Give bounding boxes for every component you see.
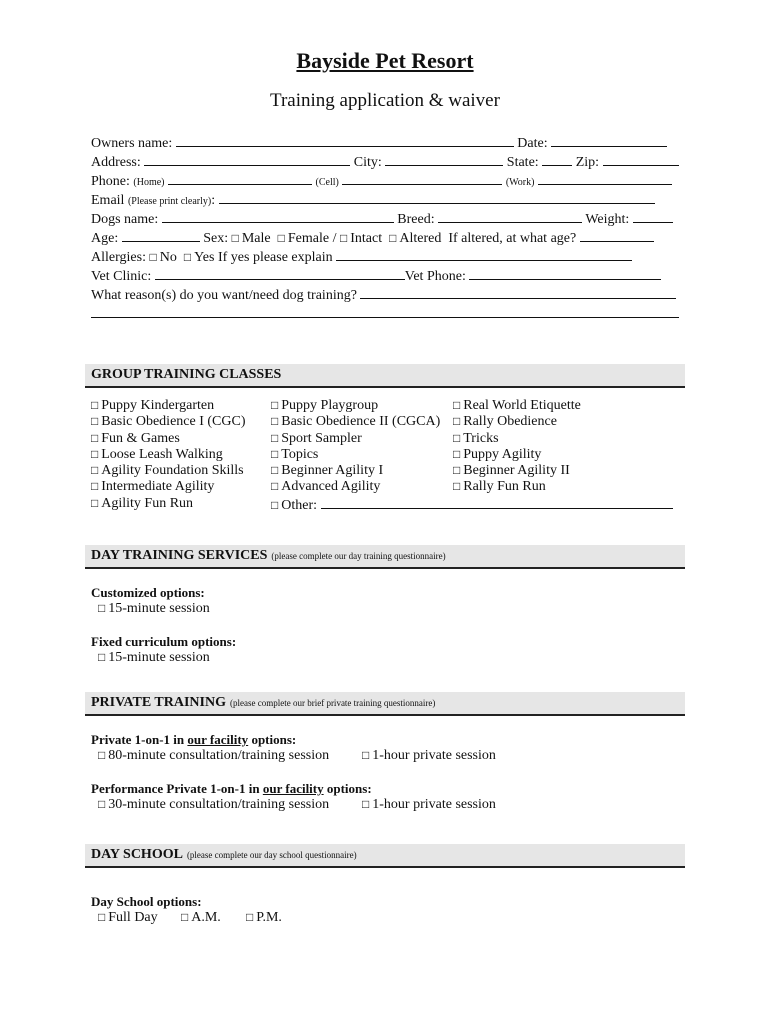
- weight-field[interactable]: [633, 209, 673, 223]
- private-options-title: [91, 732, 296, 748]
- option-label: 1-hour private session: [372, 748, 496, 763]
- class-label: Intermediate Agility: [101, 479, 215, 495]
- day-school-header: [85, 844, 685, 868]
- private-training-title: PRIVATE TRAINING: [91, 695, 226, 710]
- checkbox[interactable]: □: [271, 463, 279, 478]
- altered-label: Altered: [399, 231, 442, 246]
- city-label: City:: [353, 155, 382, 170]
- class-label: Beginner Agility II: [463, 463, 570, 479]
- dogs-name-field[interactable]: [162, 209, 394, 223]
- class-label: Rally Fun Run: [463, 479, 546, 495]
- group-col-3: [453, 397, 581, 495]
- class-option[interactable]: [91, 462, 245, 478]
- class-option[interactable]: [453, 446, 581, 462]
- age-field[interactable]: [122, 228, 200, 242]
- class-label: Sport Sampler: [281, 430, 362, 446]
- checkbox[interactable]: □: [98, 910, 106, 924]
- vet-clinic-label: Vet Clinic:: [91, 269, 152, 284]
- fixed-option[interactable]: [98, 650, 210, 666]
- class-label: Agility Fun Run: [101, 495, 194, 511]
- private-training-header: [85, 692, 685, 716]
- allergies-no-label: No: [159, 250, 177, 265]
- private-option-1-hour[interactable]: [362, 748, 496, 764]
- day-school-am[interactable]: [181, 910, 221, 926]
- altered-checkbox[interactable]: □: [389, 231, 397, 245]
- option-label: Full Day: [108, 910, 158, 925]
- day-school-pm[interactable]: [246, 910, 282, 926]
- performance-options-title: [91, 781, 372, 797]
- class-option[interactable]: [453, 430, 581, 446]
- dogs-name-label: Dogs name:: [91, 212, 159, 227]
- intact-checkbox[interactable]: □: [339, 231, 348, 245]
- class-label: Puppy Agility: [463, 446, 542, 462]
- day-training-title: DAY TRAINING SERVICES: [91, 548, 268, 563]
- class-option[interactable]: [91, 413, 245, 429]
- checkbox[interactable]: □: [271, 414, 279, 429]
- class-option[interactable]: [453, 462, 581, 478]
- checkbox[interactable]: □: [91, 430, 99, 445]
- option-label: 1-hour private session: [372, 797, 496, 812]
- altered-age-label: If altered, at what age?: [448, 231, 577, 246]
- allergies-yes-checkbox[interactable]: □: [183, 250, 192, 264]
- option-label: 15-minute session: [108, 601, 210, 616]
- day-training-note: (please complete our day training questionnaire): [271, 551, 446, 561]
- intact-label: Intact: [350, 231, 383, 246]
- checkbox[interactable]: □: [246, 910, 254, 924]
- class-label: Other:: [281, 497, 318, 513]
- reasons-row-2: [91, 304, 679, 322]
- date-label: Date:: [517, 136, 548, 151]
- cell-phone-field[interactable]: [342, 171, 502, 185]
- class-label: Puppy Playgroup: [281, 398, 379, 413]
- zip-field[interactable]: [603, 152, 679, 166]
- class-label: Tricks: [463, 430, 499, 446]
- private-option-80-min[interactable]: [98, 748, 329, 764]
- private-facility-text: our facility: [187, 732, 249, 747]
- altered-age-field[interactable]: [580, 228, 654, 242]
- male-checkbox[interactable]: □: [231, 231, 239, 245]
- checkbox[interactable]: □: [181, 910, 189, 924]
- day-school-full-day[interactable]: [98, 910, 158, 926]
- fixed-options-title: Fixed curriculum options:: [91, 634, 237, 649]
- day-school-options-title: Day School options:: [91, 894, 202, 909]
- checkbox[interactable]: □: [271, 479, 279, 494]
- owners-row: [91, 133, 667, 151]
- class-label: Real World Etiquette: [463, 398, 581, 413]
- class-label: Advanced Agility: [281, 479, 381, 495]
- form-subtitle: Training application & waiver: [270, 90, 500, 111]
- performance-option-30-min[interactable]: [98, 797, 329, 813]
- class-option-other[interactable]: [271, 495, 673, 511]
- email-label: Email: [91, 193, 125, 208]
- home-label: (Home): [133, 177, 165, 188]
- checkbox[interactable]: □: [271, 430, 279, 445]
- customized-option[interactable]: [98, 601, 210, 617]
- class-option[interactable]: [453, 397, 581, 413]
- class-label: Basic Obedience II (CGCA): [281, 414, 441, 430]
- female-label: Female: [287, 231, 330, 246]
- allergies-row: [91, 247, 632, 265]
- private-options-text: options:: [248, 732, 297, 747]
- checkbox[interactable]: □: [98, 748, 106, 762]
- checkbox[interactable]: □: [91, 495, 99, 510]
- age-label: Age:: [91, 231, 119, 246]
- breed-label: Breed:: [397, 212, 435, 227]
- option-label: 30-minute consultation/training session: [108, 797, 330, 812]
- email-note: (Please print clearly): [127, 196, 212, 207]
- work-label: (Work): [505, 177, 535, 188]
- checkbox[interactable]: □: [453, 398, 461, 412]
- checkbox[interactable]: □: [453, 479, 461, 494]
- class-label: Topics: [281, 446, 319, 462]
- day-school-note: (please complete our day school questionnaire): [186, 850, 357, 860]
- performance-options-text: options:: [323, 781, 372, 796]
- group-training-header: [85, 364, 685, 388]
- class-option[interactable]: [91, 495, 245, 511]
- phone-label: Phone:: [91, 174, 130, 189]
- checkbox[interactable]: □: [98, 601, 106, 615]
- reasons-field[interactable]: [360, 285, 676, 299]
- group-col-1: [91, 397, 245, 511]
- explain-label: If yes please explain: [217, 250, 333, 265]
- class-label: Agility Foundation Skills: [101, 463, 244, 479]
- age-row: [91, 228, 654, 246]
- date-field[interactable]: [551, 133, 667, 147]
- sex-divider: /: [332, 231, 337, 246]
- checkbox[interactable]: □: [271, 497, 279, 512]
- reasons-label: What reason(s) do you want/need dog training?: [91, 288, 357, 303]
- performance-facility-text: our facility: [262, 781, 324, 796]
- checkbox[interactable]: □: [271, 446, 279, 461]
- checkbox[interactable]: □: [453, 430, 461, 445]
- class-option[interactable]: [91, 430, 245, 446]
- option-label: A.M.: [191, 910, 221, 925]
- class-option[interactable]: [453, 478, 581, 494]
- day-training-header: [85, 545, 685, 569]
- performance-title-text: Performance Private 1-on-1 in: [91, 781, 263, 796]
- option-label: 15-minute session: [108, 650, 210, 665]
- city-field[interactable]: [385, 152, 503, 166]
- class-option[interactable]: [91, 446, 245, 462]
- resort-title: Bayside Pet Resort: [296, 48, 474, 73]
- checkbox[interactable]: □: [271, 398, 279, 412]
- checkbox[interactable]: □: [453, 414, 461, 429]
- checkbox[interactable]: □: [453, 463, 461, 478]
- checkbox[interactable]: □: [453, 446, 461, 461]
- class-label: Puppy Kindergarten: [101, 398, 215, 413]
- state-label: State:: [506, 155, 539, 170]
- class-label: Loose Leash Walking: [101, 446, 223, 462]
- male-label: Male: [241, 231, 271, 246]
- email-colon: :: [211, 193, 216, 208]
- performance-option-1-hour[interactable]: [362, 797, 496, 813]
- checkbox[interactable]: □: [91, 463, 99, 478]
- checkbox[interactable]: □: [362, 797, 370, 811]
- email-field[interactable]: [219, 190, 655, 204]
- owners-name-field[interactable]: [176, 133, 514, 147]
- reasons-row: [91, 285, 676, 303]
- vet-row: [91, 266, 661, 284]
- address-label: Address:: [91, 155, 141, 170]
- address-row: [91, 152, 679, 170]
- dog-row: [91, 209, 673, 227]
- group-training-title: GROUP TRAINING CLASSES: [91, 367, 282, 382]
- checkbox[interactable]: □: [91, 446, 99, 461]
- phone-row: [91, 171, 672, 189]
- private-title-text: Private 1-on-1 in: [91, 732, 188, 747]
- sex-label: Sex:: [203, 231, 229, 246]
- other-class-field[interactable]: [321, 495, 673, 509]
- allergies-no-checkbox[interactable]: □: [149, 250, 157, 264]
- work-phone-field[interactable]: [538, 171, 672, 185]
- weight-label: Weight:: [585, 212, 630, 227]
- customized-options-title: Customized options:: [91, 585, 205, 600]
- zip-label: Zip:: [575, 155, 600, 170]
- checkbox[interactable]: □: [98, 797, 106, 811]
- vet-phone-label: Vet Phone:: [404, 269, 466, 284]
- female-checkbox[interactable]: □: [277, 231, 285, 245]
- checkbox[interactable]: □: [362, 748, 370, 762]
- option-label: 80-minute consultation/training session: [108, 748, 330, 763]
- checkbox[interactable]: □: [91, 398, 99, 412]
- allergies-label: Allergies:: [91, 250, 146, 265]
- email-row: [91, 190, 655, 208]
- address-field[interactable]: [144, 152, 350, 166]
- class-label: Rally Obedience: [463, 414, 557, 430]
- cell-label: (Cell): [315, 177, 339, 188]
- home-phone-field[interactable]: [168, 171, 312, 185]
- allergies-yes-label: Yes: [194, 250, 215, 265]
- breed-field[interactable]: [438, 209, 582, 223]
- vet-phone-field[interactable]: [469, 266, 661, 280]
- checkbox[interactable]: □: [98, 650, 106, 664]
- class-label: Fun & Games: [101, 430, 180, 446]
- private-training-note: (please complete our brief private training questionnaire): [229, 698, 436, 708]
- class-option[interactable]: [91, 478, 245, 494]
- allergies-explain-field[interactable]: [336, 247, 632, 261]
- class-label: Beginner Agility I: [281, 463, 384, 479]
- state-field[interactable]: [542, 152, 572, 166]
- class-label: Basic Obedience I (CGC): [101, 414, 246, 430]
- option-label: P.M.: [256, 910, 282, 925]
- vet-clinic-field[interactable]: [155, 266, 405, 280]
- day-school-title: DAY SCHOOL: [91, 847, 183, 862]
- class-option[interactable]: [453, 413, 581, 429]
- checkbox[interactable]: □: [91, 414, 99, 429]
- reasons-field-continued[interactable]: [91, 304, 679, 318]
- owners-name-label: Owners name:: [91, 136, 173, 151]
- class-option[interactable]: [91, 397, 245, 413]
- checkbox[interactable]: □: [91, 479, 99, 494]
